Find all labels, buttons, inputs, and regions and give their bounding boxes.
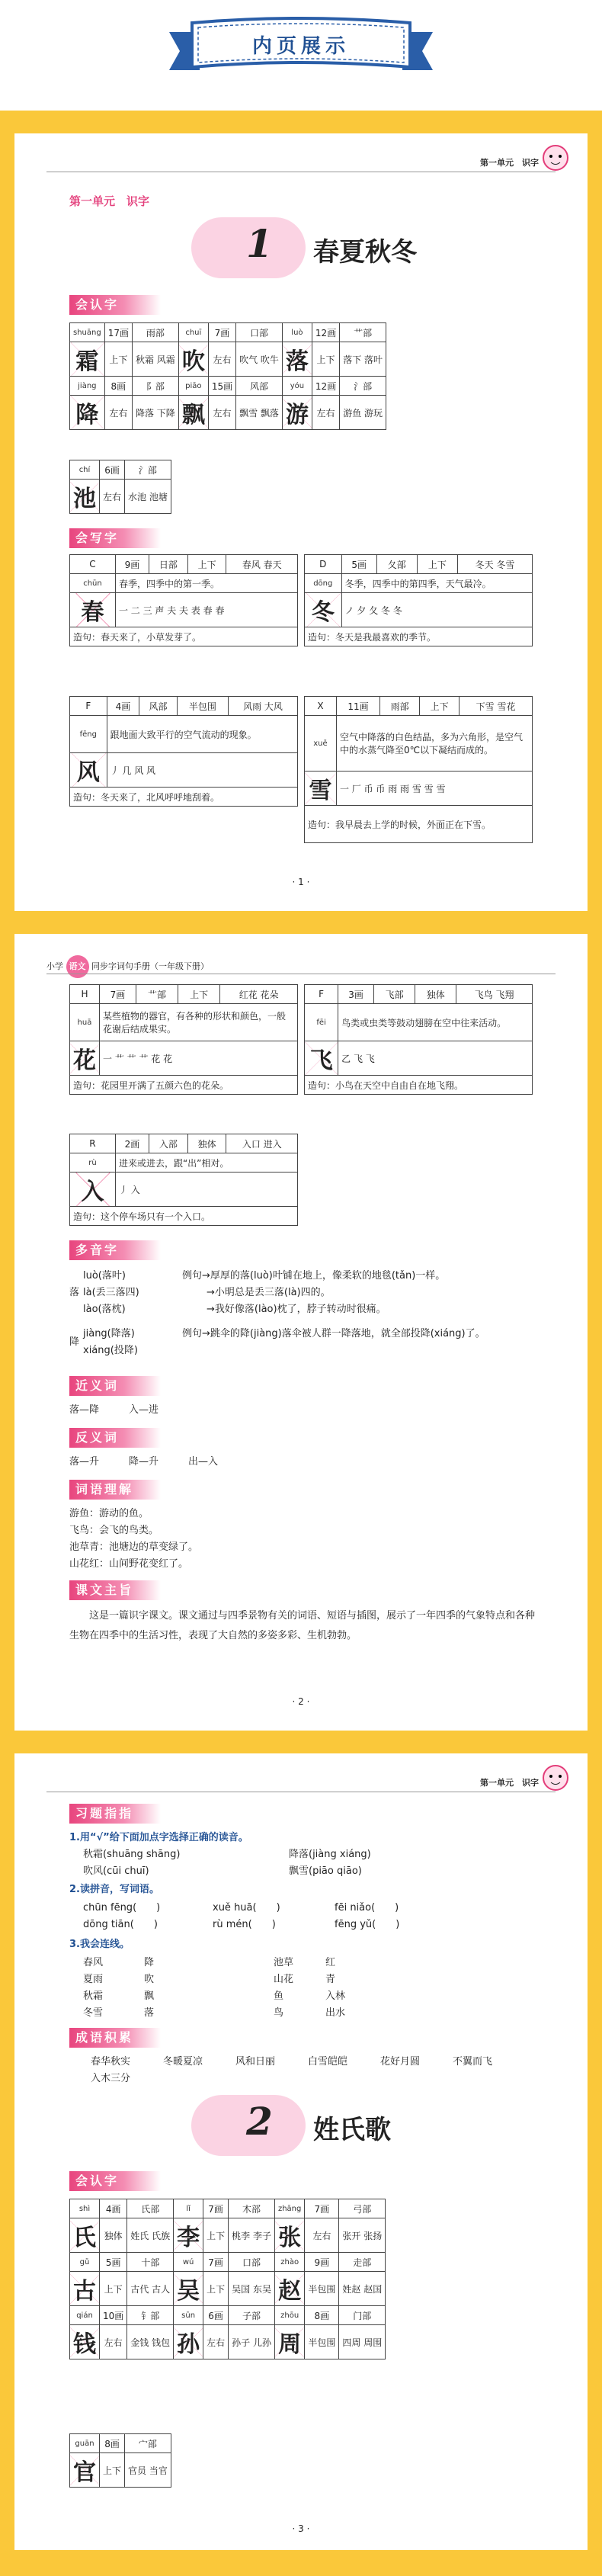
meaning: 春季，四季中的第一季。 [115, 574, 297, 593]
polyphone-char: 降 [69, 1336, 80, 1348]
q3-word: 秋霜 [83, 1991, 104, 2002]
strokes: 7画 [100, 985, 136, 1004]
structure: 上下 [100, 2453, 125, 2488]
idiom: 风和日丽 [235, 2056, 276, 2068]
pinyin: qián [70, 2306, 100, 2325]
section-polyphone: 多音字 [69, 1240, 161, 1260]
q3-word: 青 [325, 1974, 336, 1985]
example-sentence: 造句：冬天是我最喜欢的季节。 [305, 627, 533, 646]
char: 周 [274, 2325, 304, 2359]
strokes: 10画 [100, 2306, 127, 2325]
radical: 艹部 [340, 323, 386, 342]
meaning: 空气中降落的白色结晶，多为六角形，是空气中的水蒸气降至0℃以下凝结而成的。 [336, 716, 532, 772]
polyphone-example: →我好像落(lào)枕了，脖子转动时很痛。 [207, 1304, 386, 1315]
char: 飞 [305, 1041, 338, 1076]
structure: 上下 [312, 342, 339, 377]
section-idioms: 成语积累 [69, 2028, 161, 2048]
pinyin: piāo [178, 377, 208, 396]
index-letter: C [70, 555, 116, 574]
structure: 独体 [415, 985, 456, 1004]
pinyin: luò [282, 323, 312, 342]
words: 桃李 李子 [229, 2218, 275, 2253]
polyphone-example: →小明总是丢三落(là)四的。 [207, 1287, 331, 1298]
char: 雪 [305, 772, 337, 806]
stroke-order: 丿 几 风 风 [107, 753, 297, 788]
strokes: 9画 [115, 555, 149, 574]
structure: 半包围 [177, 697, 228, 716]
radical: 木部 [229, 2199, 275, 2218]
words: 春风 春天 [226, 555, 298, 574]
words: 飞鸟 飞翔 [456, 985, 533, 1004]
recognize-table-2 [69, 460, 171, 514]
lesson-number: 1 [246, 221, 273, 266]
char: 官 [70, 2453, 100, 2488]
stroke-order: 一 艹 艹 艹 花 花 [100, 1041, 298, 1076]
strokes: 15画 [208, 377, 235, 396]
char: 赵 [274, 2272, 304, 2306]
strokes: 7画 [203, 2199, 229, 2218]
stroke-order: 一 厂 币 币 雨 雨 雪 雪 雪 [336, 772, 532, 806]
q3-word: 夏雨 [83, 1974, 104, 1985]
q1-item: 秋霜(shuāng shāng) [83, 1849, 181, 1860]
page-number: · 2 · [292, 1696, 310, 1707]
page-3 [14, 1753, 588, 2550]
words: 落下 落叶 [340, 342, 386, 377]
page-header [46, 955, 209, 978]
pinyin: rù [70, 1153, 116, 1173]
stroke-order: 丿 入 [115, 1173, 297, 1207]
pinyin: zhāng [274, 2199, 304, 2218]
words: 姓赵 赵国 [339, 2272, 386, 2306]
char: 钱 [70, 2325, 100, 2359]
words: 冬天 冬雪 [458, 555, 533, 574]
radical: 夂部 [376, 555, 417, 574]
radical: 艹部 [136, 985, 178, 1004]
meaning: 某些植物的器官，有各种的形状和颜色，一般花谢后结成果实。 [100, 1004, 298, 1041]
index-letter: D [305, 555, 342, 574]
polyphone-row [83, 1343, 138, 1359]
char: 吹 [178, 342, 208, 377]
pinyin: lǐ [174, 2199, 203, 2218]
char: 孙 [174, 2325, 203, 2359]
q3-word: 飘 [144, 1991, 155, 2002]
char: 氏 [70, 2218, 100, 2253]
radical: 飞部 [374, 985, 415, 1004]
words: 游鱼 游玩 [340, 396, 386, 430]
header-left: 小学 [46, 961, 63, 971]
q3-word: 鸟 [274, 2007, 284, 2019]
idiom: 不翼而飞 [453, 2056, 493, 2068]
section-recognize: 会认字 [69, 295, 161, 315]
strokes: 2画 [115, 1134, 149, 1153]
idiom: 入木三分 [91, 2073, 131, 2084]
page-number: · 1 · [292, 877, 310, 887]
pinyin: dōng [305, 574, 342, 593]
index-letter: H [70, 985, 100, 1004]
pinyin: guān [70, 2434, 100, 2453]
q1-item: 降落(jiàng xiáng) [289, 1849, 371, 1860]
q3-word: 入林 [325, 1991, 346, 2002]
q3-word: 红 [325, 1957, 336, 1968]
pinyin: yóu [282, 377, 312, 396]
pinyin: jiàng [70, 377, 105, 396]
q3-word: 春风 [83, 1957, 104, 1968]
char: 古 [70, 2272, 100, 2306]
example-sentence: 造句：这个停车场只有一个入口。 [70, 1207, 298, 1226]
q1-item: 吹风(cūi chuī) [83, 1865, 149, 1877]
polyphone-reading: luò(落叶) [83, 1270, 126, 1282]
pinyin: shuāng [70, 323, 105, 342]
radical: 钅部 [127, 2306, 174, 2325]
radical: 走部 [339, 2253, 386, 2272]
pinyin: wú [174, 2253, 203, 2272]
page-1 [14, 133, 588, 911]
meaning: 跟地面大致平行的空气流动的现象。 [107, 716, 297, 753]
recognize-table-4 [69, 2433, 171, 2488]
strokes: 17画 [104, 323, 132, 342]
structure: 上下 [417, 555, 457, 574]
index-letter: R [70, 1134, 116, 1153]
write-card-hua [69, 984, 298, 1095]
question-1: 1.用“√”给下面加点字选择正确的读音。 [69, 1832, 248, 1843]
index-letter: X [305, 697, 337, 716]
q3-word: 落 [144, 2007, 155, 2019]
words: 吴国 东吴 [229, 2272, 275, 2306]
polyphone-reading: lào(落枕) [83, 1304, 126, 1315]
structure: 左右 [100, 2325, 127, 2359]
example-sentence: 造句：冬天来了，北风呼呼地刮着。 [70, 788, 298, 807]
strokes: 5画 [100, 2253, 127, 2272]
polyphone-example: 例句→厚厚的落(luò)叶铺在地上，像柔软的地毯(tǎn)一样。 [182, 1270, 446, 1282]
vocab-item: 山花红：山间野花变红了。 [69, 1558, 189, 1570]
pinyin: sūn [174, 2306, 203, 2325]
char: 风 [70, 753, 107, 788]
section-synonyms: 近义词 [69, 1376, 161, 1396]
strokes: 12画 [312, 377, 339, 396]
polyphone-row [83, 1285, 331, 1301]
char: 入 [70, 1173, 116, 1207]
words: 下雪 雪花 [460, 697, 533, 716]
vocab-item: 池草青：池塘边的草变绿了。 [69, 1541, 199, 1553]
vocab-list [69, 1506, 198, 1573]
top-banner [0, 0, 602, 111]
radical: 氵部 [125, 460, 171, 480]
char: 吴 [174, 2272, 203, 2306]
write-card-ru [69, 1134, 298, 1226]
pinyin: fēng [70, 716, 107, 753]
page-header: 第一单元 识字 [480, 1778, 539, 1788]
strokes: 4画 [100, 2199, 127, 2218]
example-sentence: 造句：春天来了，小草发芽了。 [70, 627, 298, 646]
section-exercises: 习题指指 [69, 1804, 161, 1824]
polyphone-example: 例句→跳伞的降(jiàng)落伞被人群一降落地，就全部投降(xiáng)了。 [182, 1328, 485, 1339]
example-sentence: 造句：小鸟在天空中自由自在地飞翔。 [305, 1076, 533, 1095]
theme-paragraph: 这是一篇识字课文。课文通过与四季景物有关的词语、短语与插图，展示了一年四季的气象特点和各种生物在四季中的生活习性，表现了大自然的多姿多彩、生机勃勃。 [69, 1610, 536, 1641]
structure: 半包围 [305, 2325, 339, 2359]
radical: 口部 [236, 323, 283, 342]
words: 飘雪 飘落 [236, 396, 283, 430]
words: 水池 池塘 [125, 480, 171, 514]
strokes: 6画 [203, 2306, 229, 2325]
radical: 弓部 [339, 2199, 386, 2218]
radical: 风部 [236, 377, 283, 396]
structure: 左右 [100, 480, 125, 514]
lesson-heading [191, 2095, 420, 2156]
char: 冬 [305, 593, 342, 627]
idiom: 春华秋实 [91, 2056, 131, 2068]
radical: 十部 [127, 2253, 174, 2272]
char: 落 [282, 342, 312, 377]
radical: 风部 [139, 697, 177, 716]
words: 风雨 大风 [228, 697, 297, 716]
structure: 左右 [208, 342, 235, 377]
pinyin: shì [70, 2199, 100, 2218]
recognize-table-3 [69, 2199, 386, 2359]
pinyin: chí [70, 460, 100, 480]
q1-item: 飘雪(piāo qiāo) [289, 1865, 362, 1877]
section-recognize: 会认字 [69, 2171, 161, 2191]
q3-word: 冬雪 [83, 2007, 104, 2019]
structure: 上下 [203, 2272, 229, 2306]
words: 古代 古人 [127, 2272, 174, 2306]
char: 降 [70, 396, 105, 430]
structure: 上下 [203, 2218, 229, 2253]
strokes: 7画 [203, 2253, 229, 2272]
stroke-order: ノ 夕 夂 冬 冬 [341, 593, 532, 627]
strokes: 12画 [312, 323, 339, 342]
char: 李 [174, 2218, 203, 2253]
vocab-item: 游鱼：游动的鱼。 [69, 1508, 149, 1519]
section-vocab: 词语理解 [69, 1480, 161, 1500]
antonyms: 落—升 降—升 出—入 [69, 1456, 219, 1468]
radical: 宀部 [125, 2434, 171, 2453]
strokes: 8画 [305, 2306, 339, 2325]
q3-right [274, 1955, 345, 2022]
pinyin: zhōu [274, 2306, 304, 2325]
radical: 门部 [339, 2306, 386, 2325]
char: 霜 [70, 342, 105, 377]
recognize-table [69, 322, 386, 430]
unit-title: 第一单元 识字 [69, 194, 150, 208]
radical: 雨部 [132, 323, 178, 342]
strokes: 3画 [338, 985, 374, 1004]
polyphone-reading: jiàng(降落) [83, 1328, 135, 1339]
radical: 子部 [229, 2306, 275, 2325]
section-theme: 课文主旨 [69, 1580, 161, 1600]
meaning: 鸟类或虫类等鼓动翅膀在空中往来活动。 [338, 1004, 533, 1041]
stroke-order: 乙 飞 飞 [338, 1041, 533, 1076]
words: 吹气 吹牛 [236, 342, 283, 377]
lesson-number: 2 [246, 2099, 273, 2144]
meaning: 冬季，四季中的第四季，天气最冷。 [341, 574, 532, 593]
structure: 左右 [312, 396, 339, 430]
pinyin: chuī [178, 323, 208, 342]
lesson-title: 姓氏歌 [313, 2115, 391, 2145]
radical: 口部 [229, 2253, 275, 2272]
char: 游 [282, 396, 312, 430]
pinyin: chūn [70, 574, 116, 593]
q3-word: 出水 [325, 2007, 346, 2019]
radical: 雨部 [380, 697, 420, 716]
structure: 左右 [104, 396, 132, 430]
structure: 左右 [208, 396, 235, 430]
stroke-order: 一 二 三 声 夫 夫 表 春 春 [115, 593, 297, 627]
question-2: 2.读拼音，写词语。 [69, 1884, 159, 1895]
structure: 上下 [187, 555, 226, 574]
pinyin: zhào [274, 2253, 304, 2272]
structure: 上下 [100, 2272, 127, 2306]
write-card-chun [69, 554, 298, 646]
page-header: 第一单元 识字 [480, 158, 539, 168]
banner-title: 内页展示 [251, 35, 350, 58]
strokes: 11画 [336, 697, 379, 716]
write-card-xue [304, 696, 533, 843]
structure: 独体 [100, 2218, 127, 2253]
pinyin: fēi [305, 1004, 338, 1041]
section-antonyms: 反义词 [69, 1428, 161, 1448]
lesson-heading [191, 217, 420, 278]
section-write: 会写字 [69, 528, 161, 548]
q2-item: xuě huā( ) [213, 1902, 280, 1914]
q2-item: rù mén( ) [213, 1919, 276, 1930]
words: 官员 当官 [125, 2453, 171, 2488]
q3-word: 池草 [274, 1957, 294, 1968]
words: 张开 张扬 [339, 2218, 386, 2253]
words: 入口 进入 [226, 1134, 298, 1153]
char: 春 [70, 593, 116, 627]
radical: 日部 [149, 555, 187, 574]
example-sentence: 造句：花园里开满了五颜六色的花朵。 [70, 1076, 298, 1095]
cartoon-face-icon [540, 1763, 571, 1793]
words: 孙子 儿孙 [229, 2325, 275, 2359]
write-card-feng [69, 696, 298, 807]
page-number: · 3 · [292, 2523, 310, 2534]
q2-item: chūn fēng( ) [83, 1902, 161, 1914]
q2-item: fēi niǎo( ) [335, 1902, 399, 1914]
write-card-dong [304, 554, 533, 646]
page-2 [14, 934, 588, 1731]
idiom: 花好月圆 [380, 2056, 421, 2068]
polyphone-row [83, 1301, 386, 1318]
polyphone-row [83, 1268, 445, 1285]
strokes: 7画 [305, 2199, 339, 2218]
synonyms: 落—降 入—进 [69, 1404, 159, 1416]
structure: 半包围 [305, 2272, 339, 2306]
structure: 上下 [420, 697, 460, 716]
polyphone-char: 落 [69, 1287, 80, 1298]
char: 飘 [178, 396, 208, 430]
meaning: 进来或进去，跟“出”相对。 [115, 1153, 297, 1173]
write-card-fei [304, 984, 533, 1095]
words: 四周 周围 [339, 2325, 386, 2359]
header-logo: 语文 [66, 955, 89, 978]
words: 降落 下降 [132, 396, 178, 430]
words: 姓氏 氏族 [127, 2218, 174, 2253]
q3-word: 山花 [274, 1974, 294, 1985]
idiom-list [91, 2054, 498, 2071]
char: 张 [274, 2218, 304, 2253]
words: 金钱 钱包 [127, 2325, 174, 2359]
structure: 左右 [305, 2218, 339, 2253]
structure: 左右 [203, 2325, 229, 2359]
strokes: 7画 [208, 323, 235, 342]
example-sentence: 造句：我早晨去上学的时候，外面正在下雪。 [305, 806, 533, 843]
q2-item: fēng yǔ( ) [335, 1919, 400, 1930]
polyphone-reading: là(丢三落四) [83, 1287, 139, 1298]
structure: 独体 [187, 1134, 226, 1153]
strokes: 5画 [341, 555, 376, 574]
index-letter: F [305, 985, 338, 1004]
idiom: 冬暖夏凉 [163, 2056, 203, 2068]
radical: 入部 [149, 1134, 187, 1153]
pinyin: huā [70, 1004, 100, 1041]
char: 池 [70, 480, 100, 514]
radical: 阝部 [132, 377, 178, 396]
q3-left [83, 1955, 154, 2022]
words: 红花 花朵 [220, 985, 298, 1004]
lesson-title: 春夏秋冬 [313, 237, 417, 268]
radical: 氏部 [127, 2199, 174, 2218]
cartoon-face-icon [540, 143, 571, 173]
structure: 上下 [104, 342, 132, 377]
vocab-item: 飞鸟：会飞的鸟类。 [69, 1525, 159, 1536]
char: 花 [70, 1041, 100, 1076]
q2-item: dōng tiān( ) [83, 1919, 158, 1930]
structure: 上下 [178, 985, 220, 1004]
strokes: 8画 [104, 377, 132, 396]
strokes: 4画 [107, 697, 139, 716]
radical: 氵部 [340, 377, 386, 396]
pinyin: gǔ [70, 2253, 100, 2272]
idiom: 白雪皑皑 [308, 2056, 348, 2068]
q3-word: 吹 [144, 1974, 155, 1985]
question-3: 3.我会连线。 [69, 1939, 130, 1950]
index-letter: F [70, 697, 107, 716]
strokes: 9画 [305, 2253, 339, 2272]
strokes: 6画 [100, 460, 125, 480]
words: 秋霜 风霜 [132, 342, 178, 377]
polyphone-row [83, 1326, 485, 1343]
strokes: 8画 [100, 2434, 125, 2453]
q3-word: 鱼 [274, 1991, 284, 2002]
pinyin: xuě [305, 716, 337, 772]
header-subtitle: 同步字词句手册（一年级下册） [91, 961, 209, 971]
polyphone-reading: xiáng(投降) [83, 1345, 138, 1356]
q3-word: 降 [144, 1957, 155, 1968]
